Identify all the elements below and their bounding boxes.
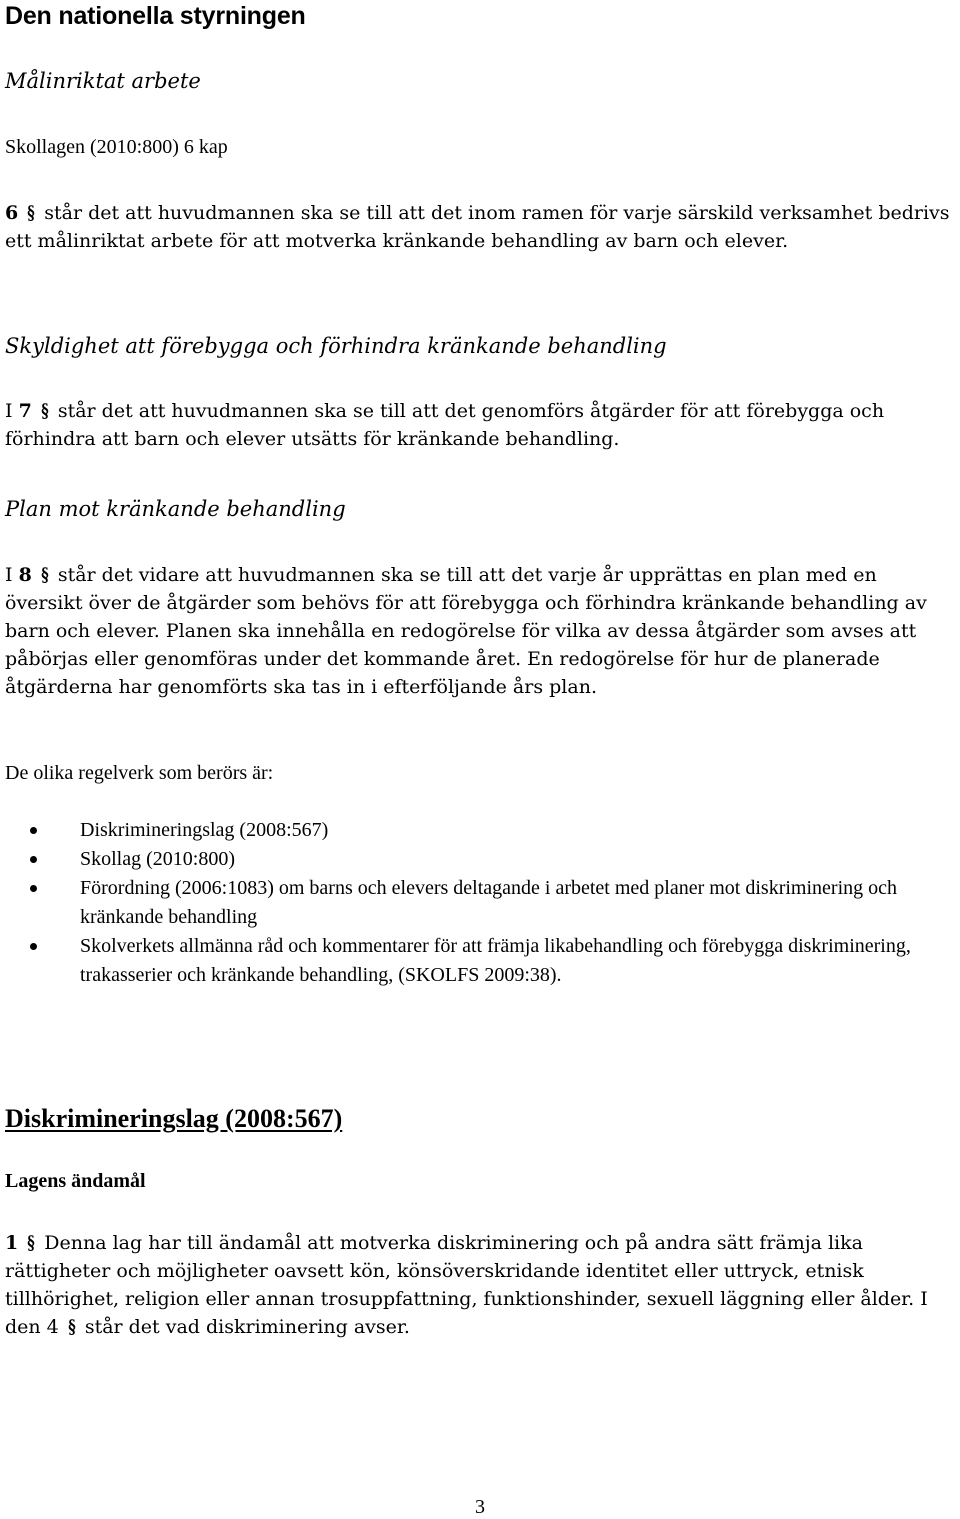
list-item-text: Förordning (2006:1083) om barns och elevers deltagande i arbetet med planer mot diskriminering och kränkande behandling — [80, 877, 898, 928]
citation-school-law: Skollagen (2010:800) 6 kap — [5, 136, 228, 158]
paragraph-chapter-6-section-6 — [5, 199, 953, 255]
section-sign: § — [27, 1232, 35, 1254]
section-number: 6 — [5, 202, 19, 224]
list-item — [5, 874, 960, 932]
law-purpose-heading: Lagens ändamål — [5, 1170, 146, 1192]
section-heading-duty-to-prevent: Skyldighet att förebygga och förhindra kränkande behandling — [5, 334, 667, 358]
section-number: 8 — [18, 564, 32, 586]
paragraph-section-7 — [5, 397, 953, 453]
section-heading-goal-oriented-work: Målinriktat arbete — [5, 69, 201, 93]
paragraph-text: står det att huvudmannen ska se till att det inom ramen för varje särskild verksamhet bedrivs ett målinriktat arbete för att motverka kränkande behandling av barn och elever. — [5, 202, 950, 252]
bullet-dot — [30, 827, 37, 834]
bullet-dot — [30, 856, 37, 863]
list-item-text: Skollag (2010:800) — [80, 848, 235, 870]
section-sign: § — [27, 202, 35, 224]
page-number: 3 — [475, 1496, 485, 1518]
regulations-intro: De olika regelverk som berörs är: — [5, 762, 274, 784]
section-heading-plan: Plan mot kränkande behandling — [5, 497, 346, 521]
bullet-dot — [30, 943, 37, 950]
section-number: 7 — [18, 400, 32, 422]
section-sign: § — [68, 1316, 76, 1338]
paragraph-text: står det vidare att huvudmannen ska se till att det varje år upprättas en plan med en översikt över de åtgärder som behövs för att förebygga och förhindra kränkande behandling av barn och elever. Planen ska innehålla en redogörelse för vilka av dessa åtgärder som avses att påbörjas eller genomföras under det kommande året. En redogörelse för hur de planerade åtgärderna har genomförts ska tas in i efterföljande års plan. — [5, 564, 927, 698]
section-sign: § — [41, 400, 49, 422]
list-item-text: Skolverkets allmänna råd och kommentarer för att främja likabehandling och förebygga diskriminering, trakasserier och kränkande behandling, (SKOLFS 2009:38). — [80, 935, 911, 986]
paragraph-prefix: I — [5, 400, 13, 422]
list-item-text: Diskrimineringslag (2008:567) — [80, 819, 329, 841]
paragraph-prefix: I — [5, 564, 13, 586]
page-title: Den nationella styrningen — [5, 2, 306, 30]
paragraph-text-end: står det vad diskriminering avser. — [84, 1316, 410, 1338]
bullet-dot — [30, 885, 37, 892]
paragraph-text: Denna lag har till ändamål att motverka diskriminering och på andra sätt främja lika rättigheter och möjligheter oavsett kön, könsöverskridande identitet eller uttryck, etnisk tillhörighet, religion eller annan trosuppfattning, funktionshinder, sexuell läggning eller ålder. I den 4 — [5, 1232, 928, 1338]
law-heading: Diskrimineringslag (2008:567) — [5, 1104, 343, 1133]
paragraph-law-section-1 — [5, 1229, 953, 1341]
list-item — [5, 816, 960, 845]
regulations-list — [5, 816, 960, 990]
paragraph-section-8 — [5, 561, 953, 701]
section-number: 1 — [5, 1232, 19, 1254]
list-item — [5, 932, 960, 990]
list-item — [5, 845, 960, 874]
section-sign: § — [41, 564, 49, 586]
paragraph-text: står det att huvudmannen ska se till att det genomförs åtgärder för att förebygga och förhindra att barn och elever utsätts för kränkande behandling. — [5, 400, 885, 450]
document-page — [5, 0, 955, 1519]
